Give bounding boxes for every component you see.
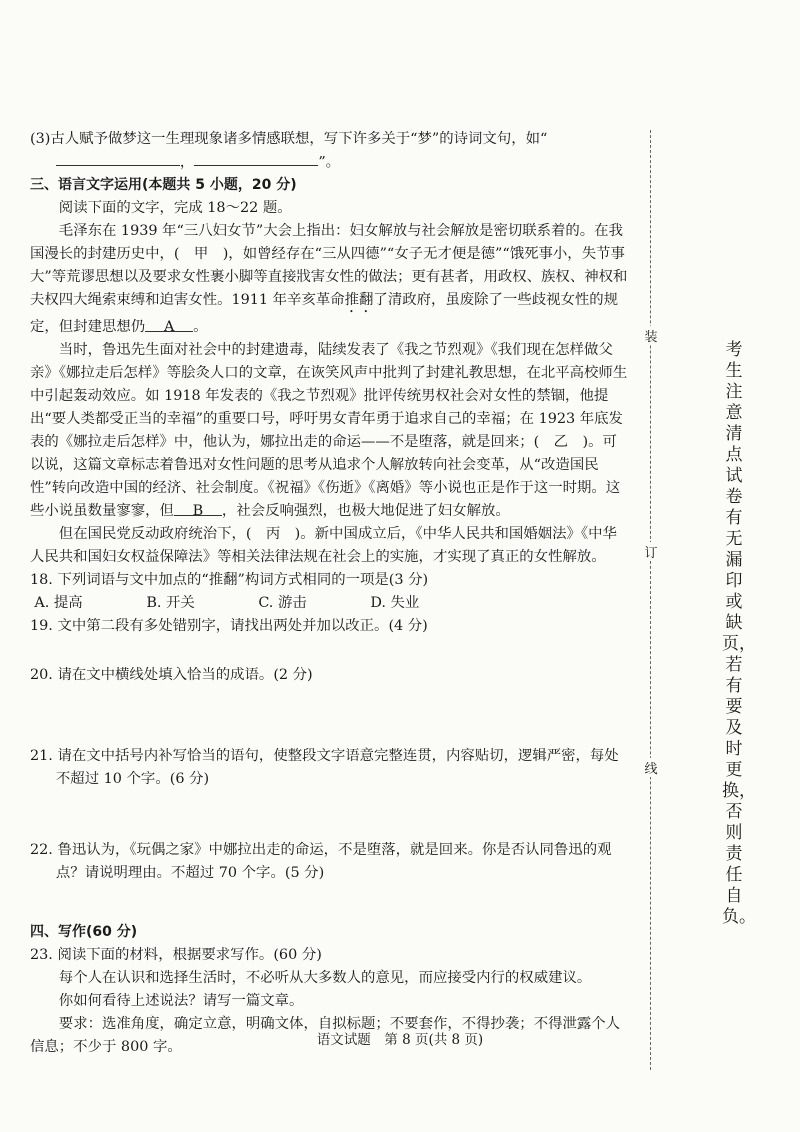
passage-paragraph: 毛泽东在 1939 年“三八妇女节”大会上指出：妇女解放与社会解放是密切联系着的。在我国漫长的封建历史中，( 甲 )，如曾经存在“三从四德”“女子无才便是德”“饿死事小，失节事大”等荒谬思想以及要求女性裹小脚等直接戕害女性的做法；更有甚者，用政权、族权、神权和夫权四大绳索束缚和迫害女性。1911 年辛亥革命推翻了清政府，虽废除了一些歧视女性的规定，但封建思想仍 A 。 (30, 223, 628, 336)
option-c[interactable]: C. 游击 (258, 595, 307, 612)
section3-title: 三、语言文字运用(本题共 5 小题，20 分) (30, 177, 297, 194)
answer-space[interactable] (30, 638, 628, 664)
answer-blank[interactable] (56, 151, 180, 166)
dotted-word: 推翻 (344, 292, 374, 309)
option-d[interactable]: D. 失业 (370, 595, 420, 612)
question-19: 19. 文中第二段有多处错别字，请找出两处并加以改正。(4 分) (30, 618, 428, 635)
binding-mark: 装 (642, 326, 660, 345)
answer-space[interactable] (30, 885, 628, 921)
blank-a: A (145, 316, 193, 331)
q18-options (30, 592, 628, 615)
question-22: 22. 鲁迅认为，《玩偶之家》中娜拉出走的命运，不是堕落，就是回来。你是否认同鲁迅的观点？请说明理由。不超过 70 个字。(5 分) (30, 842, 612, 882)
binding-line (644, 130, 658, 1070)
answer-space[interactable] (30, 687, 628, 745)
question-23: 23. 阅读下面的材料，根据要求写作。(60 分) (30, 947, 322, 964)
binding-mark: 订 (642, 542, 660, 561)
passage-paragraph: 当时，鲁迅先生面对社会中的封建遗毒，陆续发表了《我之节烈观》《我们现在怎样做父亲》《娜拉走后怎样》等脍灸人口的文章，在诙笑风声中批判了封建礼教思想，在北平高校师生中引起轰动效应。如 1918 年发表的《我之节烈观》批评传统男权社会对女性的禁锢，他提出“要人类都受正当的幸福”的重要口号，呼吁男女青年勇于追求自己的幸福；在 1923 年底发表的《娜拉走后怎样》中，他认为，娜拉出走的命运——不是堕落，就是回来；( 乙 )。可以说，这篇文章标志着鲁迅对女性问题的思考从追求个人解放转向社会变革，从“改造国民性”转向改造中国的经济、社会制度。《祝福》《伤逝》《离婚》等小说也正是作于这一时期。这些小说虽数量寥寥，但 B ，社会反响强烈，也极大地促进了妇女解放。 (30, 342, 628, 520)
answer-blank[interactable] (194, 151, 318, 166)
binding-mark: 线 (642, 758, 660, 777)
exam-content (30, 128, 628, 1059)
writing-question: 你如何看待上述说法？请写一篇文章。 (58, 993, 304, 1010)
candidate-notice: 考生注意清点试卷有无漏印或缺页，若有要及时更换，否则责任自负。 (722, 340, 756, 927)
section4-title: 四、写作(60 分) (30, 924, 138, 941)
passage-paragraph: 但在国民党反动政府统治下，( 丙 )。新中国成立后，《中华人民共和国婚姻法》《中华人民共和国妇女权益保障法》等相关法律法规在社会上的实施，才实现了真正的女性解放。 (30, 526, 617, 566)
writing-requirements: 要求：选准角度，确定立意，明确文体，自拟标题；不要套作，不得抄袭；不得泄露个人信息；不少于 800 字。 (30, 1016, 621, 1056)
page-footer: 语文试题 第 8 页(共 8 页) (316, 1032, 484, 1048)
option-a[interactable]: A. 提高 (34, 595, 83, 612)
answer-space[interactable] (30, 791, 628, 839)
question-21: 21. 请在文中括号内补写恰当的语句，使整段文字语意完整连贯，内容贴切，逻辑严密，每处不超过 10 个字。(6 分) (30, 748, 619, 788)
option-b[interactable]: B. 开关 (146, 595, 195, 612)
blank-b: B (174, 500, 222, 515)
q3-part3: (3)古人赋予做梦这一生理现象诸多情感联想，写下许多关于“梦”的诗词文句，如“， ”。 (30, 131, 548, 171)
question-18: 18. 下列词语与文中加点的“推翻”构词方式相同的一项是(3 分) (30, 572, 429, 589)
writing-material: 每个人在认识和选择生活时，不必听从大多数人的意见，而应接受内行的权威建议。 (58, 970, 592, 987)
section3-intro: 阅读下面的文字，完成 18～22 题。 (58, 200, 292, 217)
question-20: 20. 请在文中横线处填入恰当的成语。(2 分) (30, 667, 313, 684)
dashed-cut-line (650, 130, 651, 1070)
